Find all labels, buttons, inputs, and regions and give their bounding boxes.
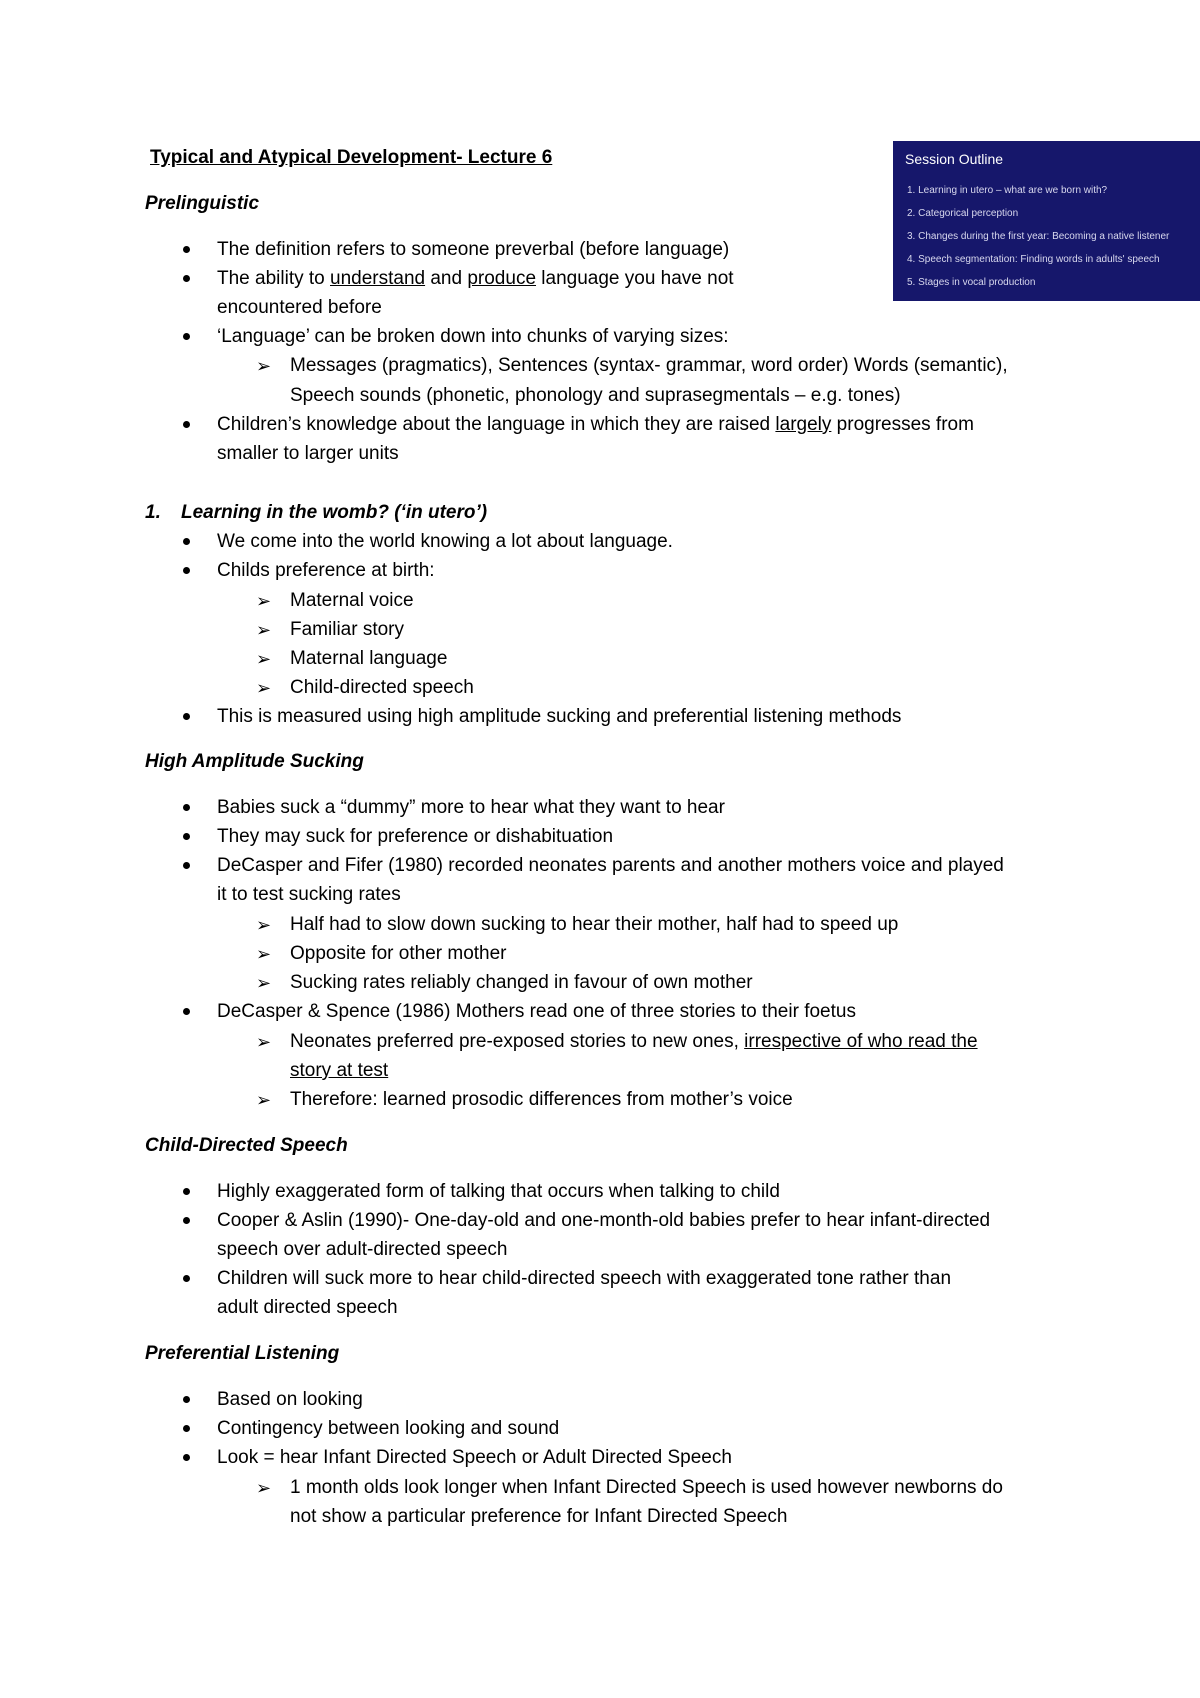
section-heading-child-directed-speech: Child-Directed Speech: [145, 1135, 348, 1156]
bullet-text-continued: it to test sucking rates: [217, 884, 401, 905]
session-outline-item: 5. Stages in vocal production: [907, 277, 1036, 288]
bullet-icon: [183, 538, 190, 545]
arrow-bullet-icon: ➢: [256, 1032, 272, 1052]
bullet-text-continued: smaller to larger units: [217, 443, 399, 464]
bullet-text: Children’s knowledge about the language in which they are raised largely progresses from: [217, 414, 974, 435]
bullet-text: Childs preference at birth:: [217, 560, 435, 581]
bullet-icon: [183, 567, 190, 574]
bullet-icon: [183, 1217, 190, 1224]
bullet-text: Cooper & Aslin (1990)- One-day-old and one-month-old babies prefer to hear infant-directed: [217, 1210, 991, 1231]
sub-bullet-text: Sucking rates reliably changed in favour of own mother: [290, 972, 753, 993]
bullet-icon: [183, 804, 190, 811]
bullet-icon: [183, 1188, 190, 1195]
sub-bullet-text-continued: Speech sounds (phonetic, phonology and suprasegmentals – e.g. tones): [290, 385, 901, 406]
bullet-icon: [183, 246, 190, 253]
sub-bullet-text-continued: not show a particular preference for Infant Directed Speech: [290, 1506, 788, 1527]
arrow-bullet-icon: ➢: [256, 678, 272, 698]
arrow-bullet-icon: ➢: [256, 973, 272, 993]
bullet-icon: [183, 713, 190, 720]
sub-bullet-text: 1 month olds look longer when Infant Directed Speech is used however newborns do: [290, 1477, 1003, 1498]
bullet-icon: [183, 1275, 190, 1282]
bullet-text-continued: encountered before: [217, 297, 382, 318]
session-outline-item: 3. Changes during the first year: Becoming a native listener: [907, 231, 1170, 242]
bullet-icon: [183, 833, 190, 840]
bullet-icon: [183, 1454, 190, 1461]
bullet-text-continued: speech over adult-directed speech: [217, 1239, 508, 1260]
bullet-icon: [183, 421, 190, 428]
bullet-text: The ability to understand and produce language you have not: [217, 268, 734, 289]
bullet-icon: [183, 1008, 190, 1015]
session-outline-item: 1. Learning in utero – what are we born with?: [907, 185, 1108, 196]
bullet-text: Babies suck a “dummy” more to hear what they want to hear: [217, 797, 725, 818]
bullet-text: ‘Language’ can be broken down into chunks of varying sizes:: [217, 326, 729, 347]
arrow-bullet-icon: ➢: [256, 915, 272, 935]
bullet-text: Children will suck more to hear child-directed speech with exaggerated tone rather than: [217, 1268, 952, 1289]
section-heading-prelinguistic: Prelinguistic: [145, 193, 260, 214]
sub-bullet-text: Child-directed speech: [290, 677, 474, 698]
section-heading-womb: Learning in the womb? (‘in utero’): [181, 502, 488, 523]
sub-bullet-text: Maternal language: [290, 648, 448, 669]
bullet-text-continued: adult directed speech: [217, 1297, 398, 1318]
bullet-text: They may suck for preference or dishabituation: [217, 826, 614, 847]
sub-bullet-text: Neonates preferred pre-exposed stories to new ones, irrespective of who read the: [290, 1031, 978, 1052]
sub-bullet-text: Half had to slow down sucking to hear their mother, half had to speed up: [290, 914, 899, 935]
bullet-icon: [183, 1396, 190, 1403]
bullet-icon: [183, 862, 190, 869]
document-title: Typical and Atypical Development- Lecture 6: [150, 147, 553, 168]
sub-bullet-text: Maternal voice: [290, 590, 414, 611]
arrow-bullet-icon: ➢: [256, 649, 272, 669]
sub-bullet-text: Familiar story: [290, 619, 405, 640]
bullet-text: Highly exaggerated form of talking that occurs when talking to child: [217, 1181, 780, 1202]
section-number: 1.: [145, 502, 161, 523]
bullet-text: Look = hear Infant Directed Speech or Adult Directed Speech: [217, 1447, 732, 1468]
bullet-text: DeCasper & Spence (1986) Mothers read one of three stories to their foetus: [217, 1001, 856, 1022]
sub-bullet-text-continued: story at test: [290, 1060, 389, 1081]
session-outline-title: Session Outline: [905, 151, 1004, 167]
bullet-icon: [183, 333, 190, 340]
bullet-icon: [183, 275, 190, 282]
sub-bullet-text: Opposite for other mother: [290, 943, 507, 964]
arrow-bullet-icon: ➢: [256, 591, 272, 611]
section-heading-preferential-listening: Preferential Listening: [145, 1343, 340, 1364]
arrow-bullet-icon: ➢: [256, 944, 272, 964]
bullet-text: The definition refers to someone preverbal (before language): [217, 239, 730, 260]
sub-bullet-text: Messages (pragmatics), Sentences (syntax- grammar, word order) Words (semantic),: [290, 355, 1008, 376]
sub-bullet-text: Therefore: learned prosodic differences from mother’s voice: [290, 1089, 793, 1110]
arrow-bullet-icon: ➢: [256, 1478, 272, 1498]
section-heading-high-amplitude-sucking: High Amplitude Sucking: [145, 751, 364, 772]
arrow-bullet-icon: ➢: [256, 1090, 272, 1110]
session-outline-slide: [893, 141, 1200, 301]
bullet-text: Based on looking: [217, 1389, 363, 1410]
bullet-icon: [183, 1425, 190, 1432]
arrow-bullet-icon: ➢: [256, 620, 272, 640]
bullet-text: Contingency between looking and sound: [217, 1418, 560, 1439]
bullet-text: This is measured using high amplitude sucking and preferential listening methods: [217, 706, 902, 727]
session-outline-item: 4. Speech segmentation: Finding words in adults' speech: [907, 254, 1160, 265]
bullet-text: We come into the world knowing a lot about language.: [217, 531, 673, 552]
arrow-bullet-icon: ➢: [256, 356, 272, 376]
session-outline-item: 2. Categorical perception: [907, 208, 1019, 219]
bullet-text: DeCasper and Fifer (1980) recorded neonates parents and another mothers voice and played: [217, 855, 1004, 876]
